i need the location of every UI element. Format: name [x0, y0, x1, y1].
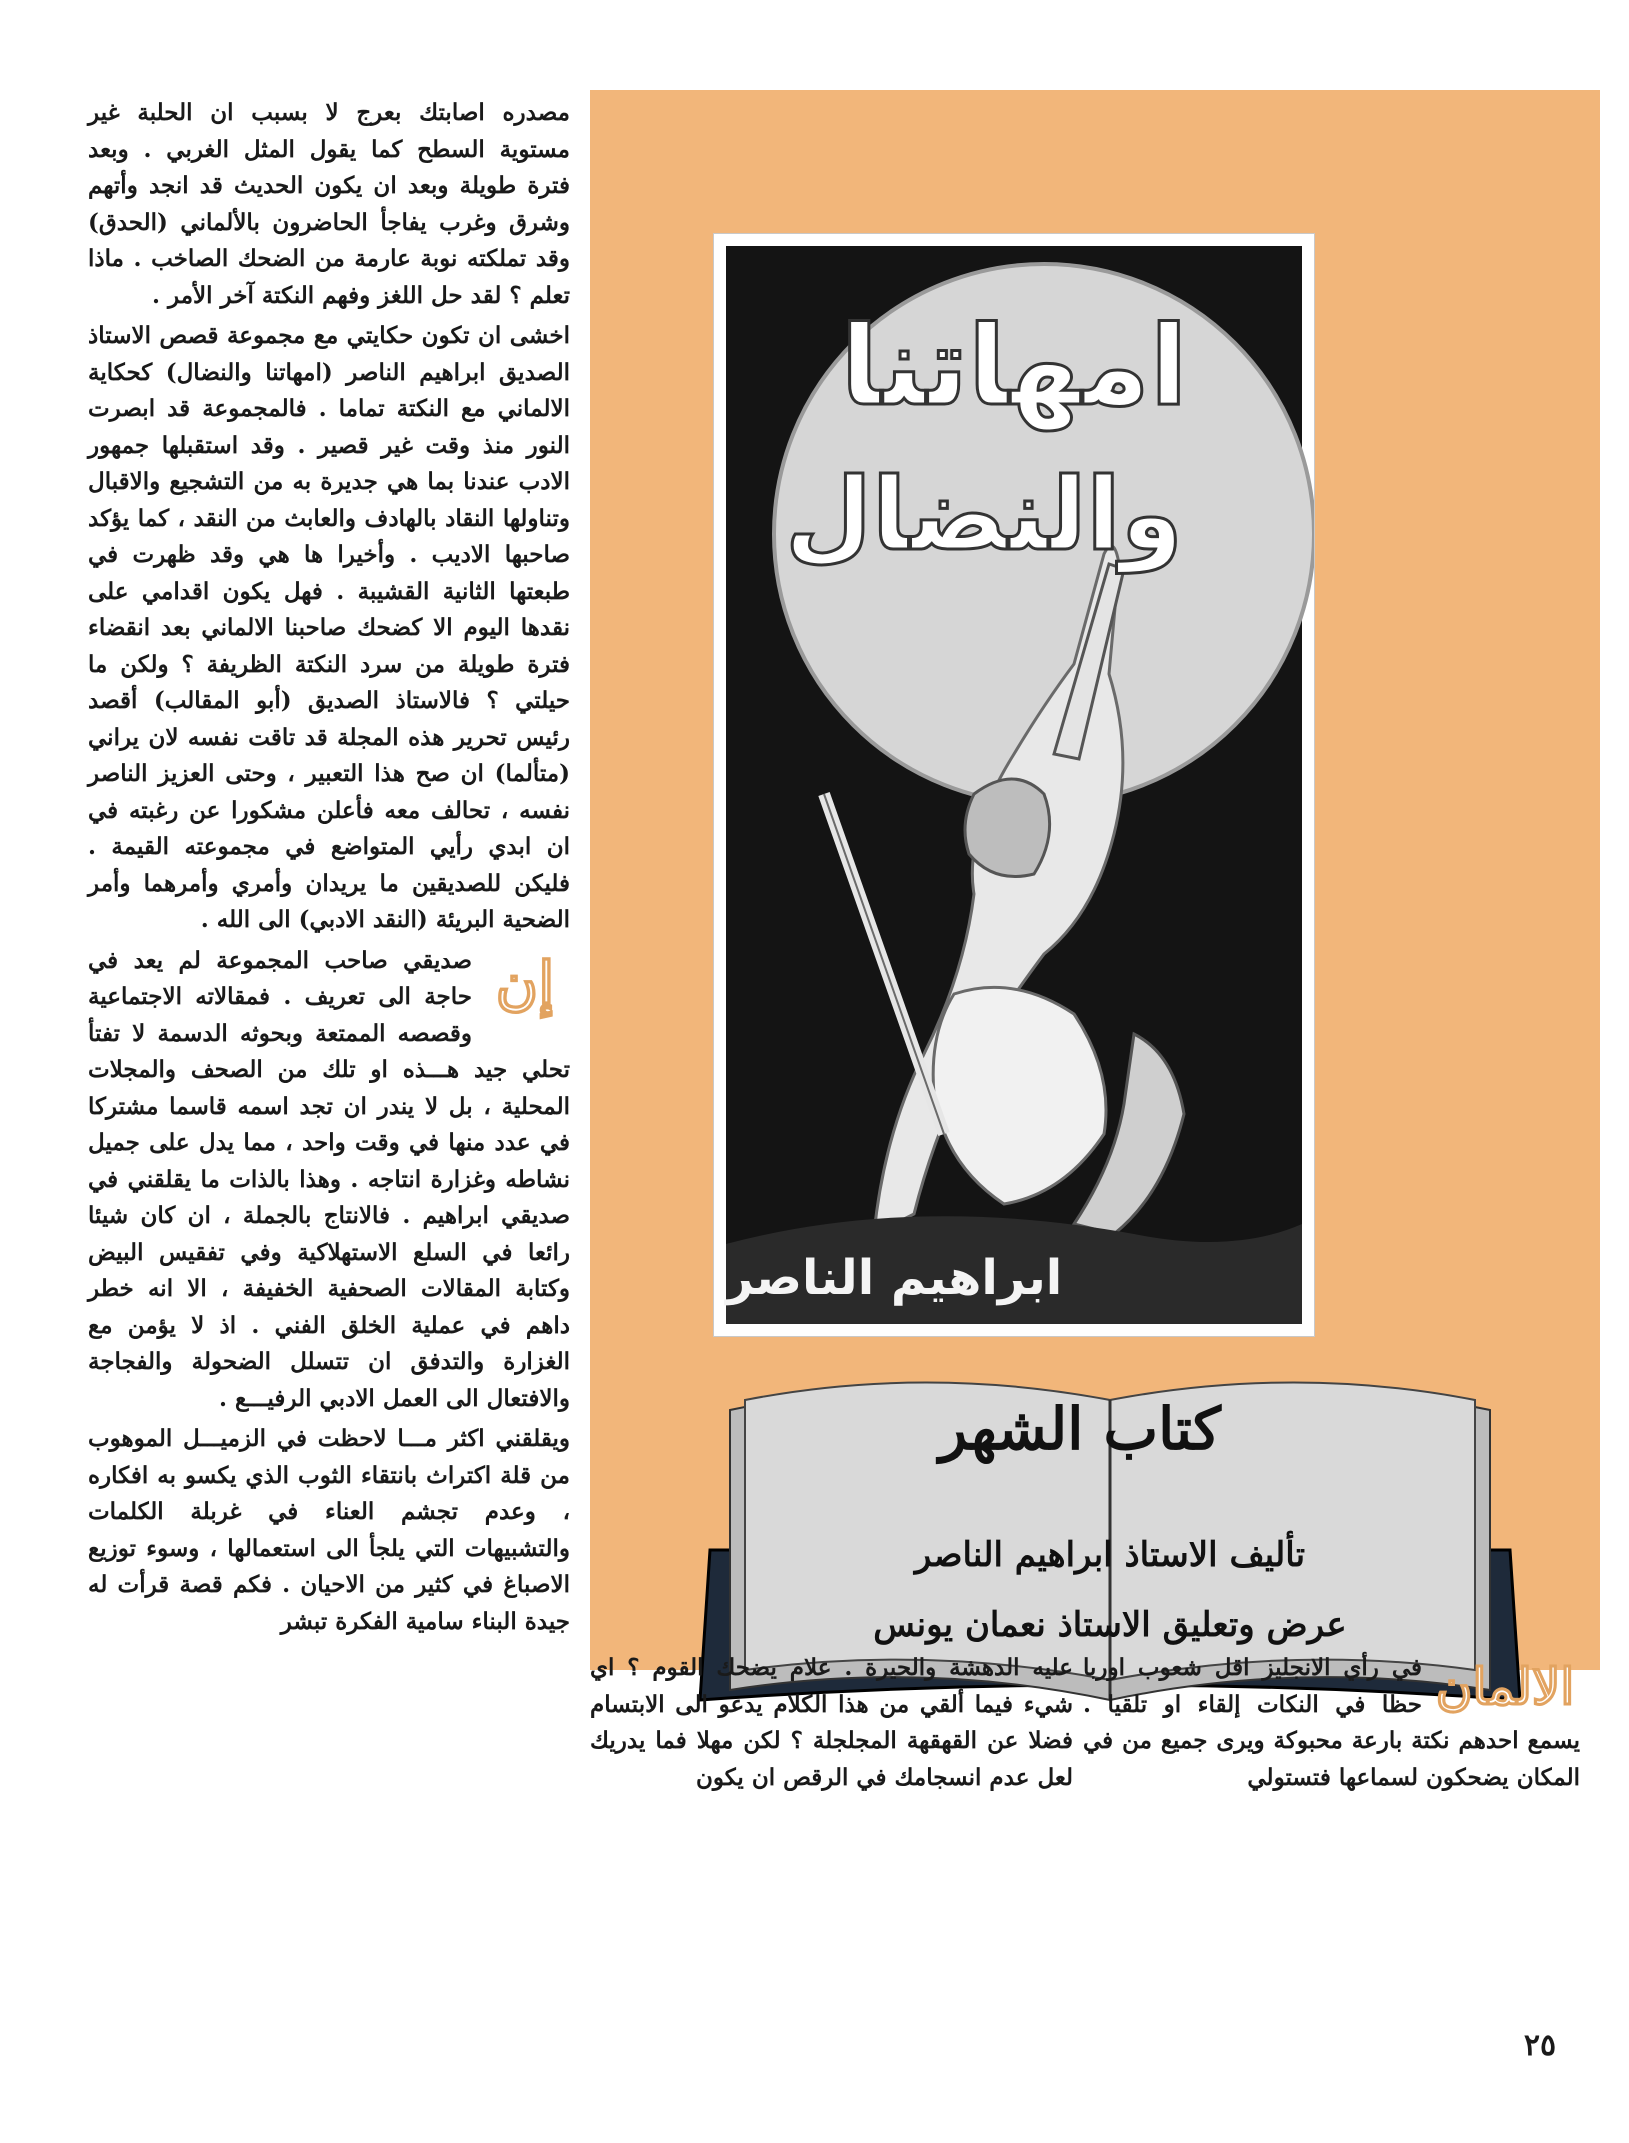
- article-paragraph-text: عليه الدهشة والحيرة . علام يضحك القوم ؟ اي شيء فيما ألقي من هذا الكلام يدعو الى الابتسام فضلا عن القهقهة المجلجلة ؟ لكن مهلا فما يدريك لعل عدم انسجامك في الرقص ان يكون: [590, 1654, 1073, 1791]
- article-paragraph: اخشى ان تكون حكايتي مع مجموعة قصص الاستاذ الصديق ابراهيم الناصر (امهاتنا والنضال) كحكاية الالماني مع النكتة تماما . فالمجموعة قد ابصرت النور منذ وقت غير قصير . وقد استقبلها جمهور الادب عندنا بما هي جديرة به من التشجيع والاقبال وتناولها النقاد بالهادف والعابث من النقد ، كما يؤكد صاحبها الاديب . وأخيرا ها هي وقد ظهرت في طبعتها الثانية القشيبة . فهل يكون اقدامي على نقدها اليوم الا كضحك صاحبنا الالماني بعد انقضاء فترة طويلة من سرد النكتة الظريفة ؟ ولكن ما حيلتي ؟ فالاستاذ الصديق (أبو المقالب) أقصد رئيس تحرير هذه المجلة قد تاقت نفسه لان يراني (متألما) ان صح هذا التعبير ، وحتى العزيز الناصر نفسه ، تحالف معه فأعلن مشكورا عن رغبته في ان ابدي رأيي المتواضع في مجموعته القيمة . فليكن للصديقين ما يريدان وأمري وأمرهما وأمر الضحية البريئة (النقد الادبي) الى الله .: [88, 322, 570, 933]
- poster-title-line2: والنضال: [785, 456, 1183, 573]
- article-bottom-right-column: [1083, 1650, 1580, 1796]
- drop-initial-heading: الالمان: [1435, 1657, 1575, 1716]
- article-left-column: [88, 95, 570, 1644]
- book-banner-title: كتاب الشهر: [939, 1395, 1221, 1463]
- article-paragraph-text: في رأي الانجليز اقل شعوب اوربا حظا في النكات إلقاء او تلقيا . يسمع احدهم نكتة بارعة محبوكة ويرى جميع من في المكان يضحكون لسماعها فتستولي: [1083, 1654, 1580, 1791]
- page-number: ٢٥: [1523, 2028, 1557, 2063]
- article-bottom-middle-column: [590, 1650, 1073, 1796]
- article-paragraph: مصدره اصابتك بعرج لا بسبب ان الحلبة غير مستوية السطح كما يقول المثل الغربي . وبعد فترة طويلة وبعد ان يكون الحديث قد انجد وأتهم وشرق وغرب يفاجأ الحاضرون بالألماني (الحدق) وقد تملكته نوبة عارمة من الضحك الصاخب . ماذا تعلم ؟ لقد حل اللغز وفهم النكتة آخر الأمر .: [88, 99, 570, 309]
- poster-author-signature: ابراهيم الناصر: [725, 1250, 1063, 1306]
- book-banner-reviewer-line: عرض وتعليق الاستاذ نعمان يونس: [873, 1605, 1347, 1645]
- book-banner-author-line: تأليف الاستاذ ابراهيم الناصر: [914, 1535, 1306, 1575]
- article-paragraph-with-initial: [88, 943, 570, 1418]
- book-cover-illustration: [713, 233, 1315, 1337]
- poster-title-line1: امهاتنا: [840, 302, 1188, 430]
- article-paragraph: ويقلقني اكثر مـــا لاحظت في الزميـــل الموهوب من قلة اكتراث بانتقاء الثوب الذي يكسو به افكاره ، وعدم تجشم العناء في غربلة الكلمات والتشبيهات التي يلجأ الى استعمالها ، وسوء توزيع الاصباغ في كثير من الاحيان . فكم قصة قرأت له جيدة البناء سامية الفكرة تبشر: [88, 1425, 570, 1635]
- drop-initial: إن: [495, 948, 555, 1017]
- article-paragraph-text: صديقي صاحب المجموعة لم يعد في حاجة الى تعريف . فمقالاته الاجتماعية وقصصه الممتعة وبحوثه الدسمة لا تفتأ تحلي جيد هـــذه او تلك من الصحف والمجلات المحلية ، بل لا يندر ان تجد اسمه قاسما مشتركا في عدد منها في وقت واحد ، مما يدل على جميل نشاطه وغزارة انتاجه . وهذا بالذات ما يقلقني في صديقي ابراهيم . فالانتاج بالجملة ، ان كان شيئا رائعا في السلع الاستهلاكية وفي تفقيس البيض وكتابة المقالات الصحفية الخفيفة ، الا انه خطر داهم في عملية الخلق الفني . اذ لا يؤمن مع الغزارة والتدفق ان تتسلل الضحولة والفجاجة والافتعال الى العمل الادبي الرفيـــع .: [88, 946, 570, 1412]
- poster-artwork: [714, 234, 1314, 1336]
